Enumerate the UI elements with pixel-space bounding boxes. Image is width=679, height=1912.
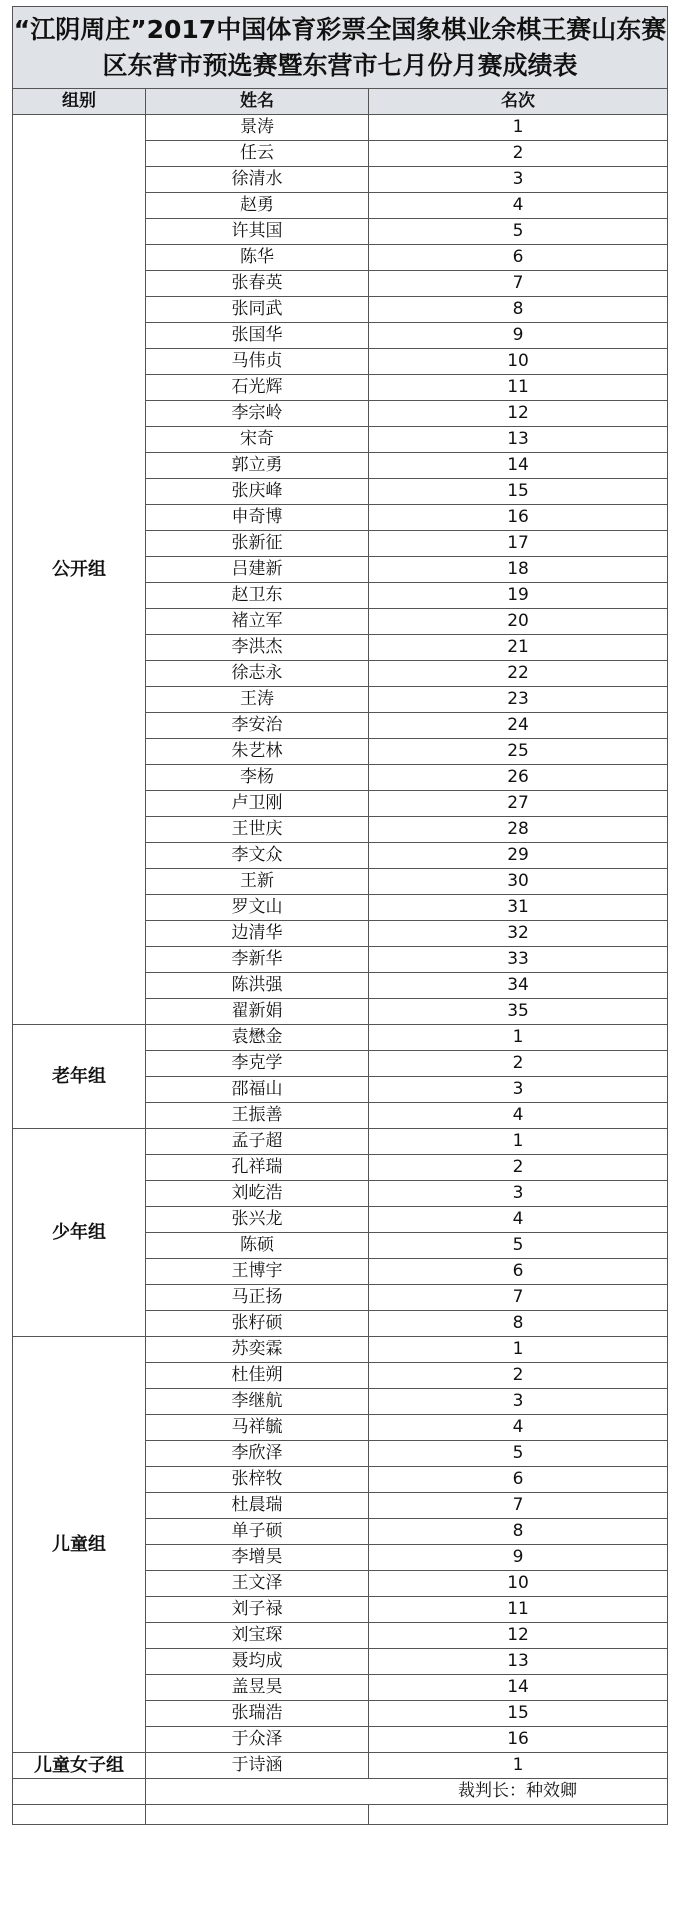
player-name-cell: 王世庆	[146, 817, 369, 843]
rank-cell: 12	[369, 401, 668, 427]
player-name-cell: 王新	[146, 869, 369, 895]
player-name-cell: 李洪杰	[146, 635, 369, 661]
rank-cell: 6	[369, 1467, 668, 1493]
player-name-cell: 马正扬	[146, 1285, 369, 1311]
rank-cell: 19	[369, 583, 668, 609]
player-name-cell: 刘宝琛	[146, 1623, 369, 1649]
rank-cell: 28	[369, 817, 668, 843]
player-name-cell: 邵福山	[146, 1077, 369, 1103]
group-name-cell: 儿童女子组	[13, 1753, 146, 1779]
rank-cell: 29	[369, 843, 668, 869]
rank-cell: 2	[369, 1363, 668, 1389]
rank-cell: 22	[369, 661, 668, 687]
rank-cell: 2	[369, 1155, 668, 1181]
player-name-cell: 张春英	[146, 271, 369, 297]
rank-cell: 11	[369, 375, 668, 401]
title-line-1: “江阴周庄”2017中国体育彩票全国象棋业余棋王赛山东赛	[13, 14, 667, 44]
player-name-cell: 李克学	[146, 1051, 369, 1077]
rank-cell: 13	[369, 1649, 668, 1675]
rank-cell: 5	[369, 219, 668, 245]
empty-cell	[13, 1779, 146, 1805]
player-name-cell: 申奇博	[146, 505, 369, 531]
player-name-cell: 张瑞浩	[146, 1701, 369, 1727]
player-name-cell: 徐清水	[146, 167, 369, 193]
rank-cell: 33	[369, 947, 668, 973]
player-name-cell: 李新华	[146, 947, 369, 973]
player-name-cell: 王文泽	[146, 1571, 369, 1597]
rank-cell: 1	[369, 1337, 668, 1363]
rank-cell: 14	[369, 1675, 668, 1701]
column-header-group: 组别	[13, 89, 146, 115]
group-name-cell: 老年组	[13, 1025, 146, 1129]
rank-cell: 21	[369, 635, 668, 661]
table-row	[13, 115, 668, 141]
chief-referee-label: 裁判长：种效卿	[146, 1779, 668, 1805]
rank-cell: 9	[369, 323, 668, 349]
player-name-cell: 李安治	[146, 713, 369, 739]
player-name-cell: 单子硕	[146, 1519, 369, 1545]
player-name-cell: 卢卫刚	[146, 791, 369, 817]
rank-cell: 3	[369, 1077, 668, 1103]
rank-cell: 26	[369, 765, 668, 791]
player-name-cell: 李杨	[146, 765, 369, 791]
player-name-cell: 宋奇	[146, 427, 369, 453]
rank-cell: 7	[369, 1285, 668, 1311]
player-name-cell: 王振善	[146, 1103, 369, 1129]
player-name-cell: 杜晨瑞	[146, 1493, 369, 1519]
column-header-rank: 名次	[369, 89, 668, 115]
rank-cell: 7	[369, 1493, 668, 1519]
player-name-cell: 赵卫东	[146, 583, 369, 609]
sheet-title	[13, 7, 668, 89]
rank-cell: 16	[369, 1727, 668, 1753]
table-row	[13, 1753, 668, 1779]
player-name-cell: 张同武	[146, 297, 369, 323]
rank-cell: 6	[369, 1259, 668, 1285]
group-name-cell: 儿童组	[13, 1337, 146, 1753]
empty-cell	[146, 1805, 369, 1825]
player-name-cell: 聂均成	[146, 1649, 369, 1675]
rank-cell: 8	[369, 1311, 668, 1337]
player-name-cell: 李文众	[146, 843, 369, 869]
player-name-cell: 张国华	[146, 323, 369, 349]
player-name-cell: 赵勇	[146, 193, 369, 219]
rank-cell: 18	[369, 557, 668, 583]
rank-cell: 3	[369, 1181, 668, 1207]
results-sheet	[12, 6, 667, 1825]
rank-cell: 13	[369, 427, 668, 453]
rank-cell: 12	[369, 1623, 668, 1649]
rank-cell: 1	[369, 1753, 668, 1779]
player-name-cell: 褚立军	[146, 609, 369, 635]
player-name-cell: 李欣泽	[146, 1441, 369, 1467]
results-table	[12, 6, 668, 1825]
rank-cell: 8	[369, 1519, 668, 1545]
group-name-cell: 少年组	[13, 1129, 146, 1337]
player-name-cell: 罗文山	[146, 895, 369, 921]
rank-cell: 1	[369, 1025, 668, 1051]
rank-cell: 4	[369, 1415, 668, 1441]
player-name-cell: 陈华	[146, 245, 369, 271]
player-name-cell: 边清华	[146, 921, 369, 947]
table-row	[13, 1337, 668, 1363]
column-header-name: 姓名	[146, 89, 369, 115]
rank-cell: 14	[369, 453, 668, 479]
player-name-cell: 张兴龙	[146, 1207, 369, 1233]
rank-cell: 3	[369, 1389, 668, 1415]
player-name-cell: 孟子超	[146, 1129, 369, 1155]
rank-cell: 24	[369, 713, 668, 739]
rank-cell: 23	[369, 687, 668, 713]
player-name-cell: 张庆峰	[146, 479, 369, 505]
group-name-cell: 公开组	[13, 115, 146, 1025]
rank-cell: 1	[369, 1129, 668, 1155]
rank-cell: 3	[369, 167, 668, 193]
rank-cell: 4	[369, 1103, 668, 1129]
rank-cell: 1	[369, 115, 668, 141]
footer-row	[13, 1779, 668, 1805]
rank-cell: 32	[369, 921, 668, 947]
player-name-cell: 刘子禄	[146, 1597, 369, 1623]
player-name-cell: 李增昊	[146, 1545, 369, 1571]
rank-cell: 4	[369, 1207, 668, 1233]
rank-cell: 16	[369, 505, 668, 531]
player-name-cell: 张梓牧	[146, 1467, 369, 1493]
header-row	[13, 89, 668, 115]
rank-cell: 30	[369, 869, 668, 895]
player-name-cell: 石光辉	[146, 375, 369, 401]
player-name-cell: 徐志永	[146, 661, 369, 687]
player-name-cell: 王博宇	[146, 1259, 369, 1285]
player-name-cell: 任云	[146, 141, 369, 167]
rank-cell: 35	[369, 999, 668, 1025]
rank-cell: 15	[369, 479, 668, 505]
player-name-cell: 陈硕	[146, 1233, 369, 1259]
rank-cell: 17	[369, 531, 668, 557]
title-line-2: 区东营市预选赛暨东营市七月份月赛成绩表	[102, 50, 578, 80]
rank-cell: 27	[369, 791, 668, 817]
player-name-cell: 吕建新	[146, 557, 369, 583]
rank-cell: 2	[369, 1051, 668, 1077]
player-name-cell: 刘屹浩	[146, 1181, 369, 1207]
table-row	[13, 1129, 668, 1155]
player-name-cell: 马祥毓	[146, 1415, 369, 1441]
player-name-cell: 苏奕霖	[146, 1337, 369, 1363]
player-name-cell: 于诗涵	[146, 1753, 369, 1779]
rank-cell: 11	[369, 1597, 668, 1623]
rank-cell: 10	[369, 1571, 668, 1597]
table-row	[13, 1025, 668, 1051]
player-name-cell: 杜佳朔	[146, 1363, 369, 1389]
rank-cell: 4	[369, 193, 668, 219]
empty-cell	[13, 1805, 146, 1825]
player-name-cell: 景涛	[146, 115, 369, 141]
player-name-cell: 袁懋金	[146, 1025, 369, 1051]
rank-cell: 31	[369, 895, 668, 921]
rank-cell: 10	[369, 349, 668, 375]
player-name-cell: 李继航	[146, 1389, 369, 1415]
player-name-cell: 王涛	[146, 687, 369, 713]
rank-cell: 8	[369, 297, 668, 323]
player-name-cell: 盖昱昊	[146, 1675, 369, 1701]
rank-cell: 5	[369, 1233, 668, 1259]
player-name-cell: 翟新娟	[146, 999, 369, 1025]
rank-cell: 34	[369, 973, 668, 999]
player-name-cell: 陈洪强	[146, 973, 369, 999]
rank-cell: 25	[369, 739, 668, 765]
empty-cell	[369, 1805, 668, 1825]
player-name-cell: 朱艺林	[146, 739, 369, 765]
player-name-cell: 于众泽	[146, 1727, 369, 1753]
rank-cell: 9	[369, 1545, 668, 1571]
rank-cell: 7	[369, 271, 668, 297]
rank-cell: 2	[369, 141, 668, 167]
player-name-cell: 孔祥瑞	[146, 1155, 369, 1181]
rank-cell: 15	[369, 1701, 668, 1727]
player-name-cell: 李宗岭	[146, 401, 369, 427]
player-name-cell: 张籽硕	[146, 1311, 369, 1337]
rank-cell: 20	[369, 609, 668, 635]
player-name-cell: 张新征	[146, 531, 369, 557]
rank-cell: 5	[369, 1441, 668, 1467]
player-name-cell: 郭立勇	[146, 453, 369, 479]
rank-cell: 6	[369, 245, 668, 271]
player-name-cell: 马伟贞	[146, 349, 369, 375]
empty-row	[13, 1805, 668, 1825]
player-name-cell: 许其国	[146, 219, 369, 245]
